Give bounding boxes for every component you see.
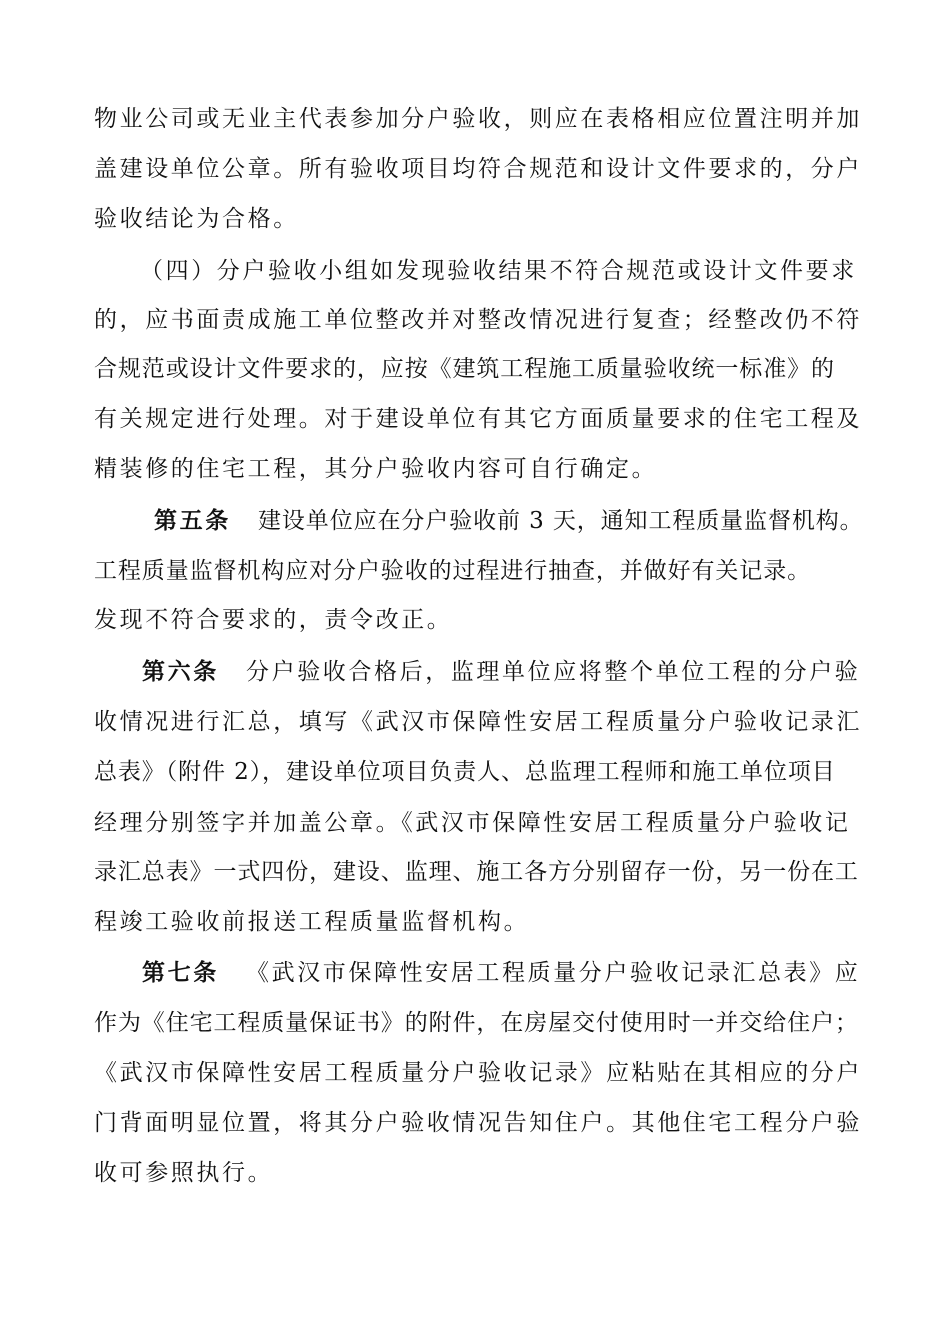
- paragraph-line: 录汇总表》一式四份，建设、监理、施工各方分别留存一份，另一份在工: [94, 859, 859, 885]
- paragraph-line: 建设单位应在分户验收前 3 天，通知工程质量监督机构。: [258, 508, 864, 534]
- paragraph-line: 物业公司或无业主代表参加分户验收，则应在表格相应位置注明并加: [94, 106, 862, 132]
- paragraph-line: 收情况进行汇总，填写《武汉市保障性安居工程质量分户验收记录汇: [94, 709, 862, 735]
- paragraph-line: 合规范或设计文件要求的，应按《建筑工程施工质量验收统一标准》的: [94, 356, 835, 382]
- paragraph-line: 精装修的住宅工程，其分户验收内容可自行确定。: [94, 456, 658, 482]
- paragraph-line: （四）分户验收小组如发现验收结果不符合规范或设计文件要求: [140, 258, 857, 284]
- paragraph-line: 作为《住宅工程质量保证书》的附件，在房屋交付使用时一并交给住户；: [94, 1010, 859, 1036]
- paragraph-line: 程竣工验收前报送工程质量监督机构。: [94, 909, 530, 935]
- article-heading: 第六条: [142, 658, 219, 685]
- paragraph-line: 门背面明显位置，将其分户验收情况告知住户。其他住宅工程分户验: [94, 1110, 862, 1136]
- article-heading: 第五条: [154, 507, 231, 534]
- paragraph-line: 总表》（附件 2），建设单位项目负责人、总监理工程师和施工单位项目: [94, 759, 836, 785]
- paragraph-line: 验收结论为合格。: [94, 206, 299, 232]
- paragraph-line: 有关规定进行处理。对于建设单位有其它方面质量要求的住宅工程及: [94, 406, 862, 432]
- paragraph-line: 工程质量监督机构应对分户验收的过程进行抽查，并做好有关记录。: [94, 558, 811, 584]
- paragraph-line: 分户验收合格后，监理单位应将整个单位工程的分户验: [246, 659, 861, 685]
- paragraph-line: 经理分别签字并加盖公章。《武汉市保障性安居工程质量分户验收记: [94, 810, 851, 836]
- paragraph-line: 盖建设单位公章。所有验收项目均符合规范和设计文件要求的，分户: [94, 156, 862, 182]
- paragraph-line: 《武汉市保障性安居工程质量分户验收记录》应粘贴在其相应的分户: [94, 1060, 862, 1086]
- paragraph-line: 的，应书面责成施工单位整改并对整改情况进行复查；经整改仍不符: [94, 307, 862, 333]
- paragraph-line: 收可参照执行。: [94, 1160, 274, 1186]
- article-heading: 第七条: [142, 959, 219, 986]
- paragraph-line: 《武汉市保障性安居工程质量分户验收记录汇总表》应: [246, 960, 861, 986]
- paragraph-line: 发现不符合要求的，责令改正。: [94, 607, 453, 633]
